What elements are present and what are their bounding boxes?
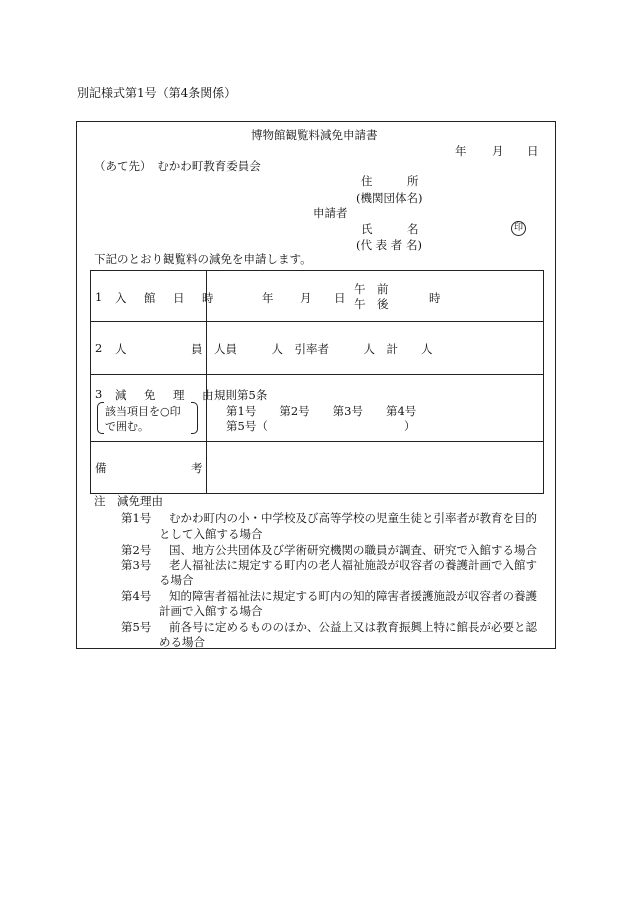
note-1-line-1: むかわ町内の小・中学校及び高等学校の児童生徒と引率者が教育を目的 <box>169 511 537 525</box>
visitors-label-start: 人 <box>115 342 127 356</box>
note-5-line-2: める場合 <box>159 635 205 649</box>
entry-month: 月 <box>300 291 312 305</box>
application-table <box>90 270 544 494</box>
note-3-line-2: る場合 <box>159 573 194 587</box>
entry-time-label: 入 館 日 時 <box>115 291 217 305</box>
reason-num: 3 <box>95 387 103 401</box>
note-3-line-1: 老人福祉法に規定する町内の老人福祉施設が収容者の養護計画で入館す <box>169 558 537 572</box>
row-reason <box>91 375 544 442</box>
form-number: 別記様式第1号（第4条関係） <box>77 86 237 100</box>
remarks-value-cell[interactable] <box>207 442 544 494</box>
intro-text: 下記のとおり観覧料の減免を申請します。 <box>94 252 312 266</box>
notes-heading: 注 減免理由 <box>94 494 163 508</box>
rule-text: 規則第5条 <box>214 388 268 402</box>
entry-pm: 午 後 <box>354 297 389 311</box>
date-month: 月 <box>492 144 504 158</box>
visitors-num: 2 <box>95 341 103 355</box>
form-title: 博物館観覧料減免申請書 <box>251 128 378 142</box>
rule-item5: 第5号（ <box>226 419 268 433</box>
rule-items: 第1号 第2号 第3号 第4号 <box>226 404 417 418</box>
rule-item5-close: ） <box>404 419 416 433</box>
bracket-left <box>97 402 104 434</box>
name-label: 氏 名 <box>361 222 419 236</box>
representative-label: (代 表 者 名) <box>356 238 422 252</box>
reason-label-cell <box>91 375 217 442</box>
visitors-label-end: 員 <box>191 342 203 356</box>
note-4-num: 第4号 <box>121 589 152 603</box>
entry-year: 年 <box>262 291 274 305</box>
reason-hint-2: で囲む。 <box>105 420 149 433</box>
org-label: (機関団体名) <box>356 191 423 205</box>
seal-mark: 印 <box>511 219 526 236</box>
note-1-num: 第1号 <box>121 511 152 525</box>
address-label: 住 所 <box>361 174 419 188</box>
visitors-value-cell[interactable] <box>207 322 544 375</box>
addressee: （あて先） むかわ町教育委員会 <box>94 159 261 173</box>
reason-value-cell[interactable] <box>207 375 544 442</box>
note-1-line-2: として入館する場合 <box>159 527 263 541</box>
note-4-line-2: 計画で入館する場合 <box>159 604 263 618</box>
visitors-label-cell <box>91 322 207 375</box>
date-year: 年 <box>455 144 467 158</box>
date-day: 日 <box>527 144 539 158</box>
entry-hour: 時 <box>429 291 441 305</box>
remarks-label-start: 備 <box>95 461 107 475</box>
note-2-num: 第2号 <box>121 543 152 557</box>
note-3-num: 第3号 <box>121 558 152 572</box>
remarks-label-cell <box>91 442 207 494</box>
reason-hint-1: 該当項目を○印 <box>105 405 181 418</box>
row-entry-time <box>91 271 544 322</box>
entry-day: 日 <box>334 291 346 305</box>
bracket-right <box>191 402 198 434</box>
note-5-line-1: 前各号に定めるもののほか、公益上又は教育振興上特に館長が必要と認 <box>169 620 537 634</box>
note-2-line-1: 国、地方公共団体及び学術研究機関の職員が調査、研究で入館する場合 <box>169 543 537 557</box>
row-visitors <box>91 322 544 375</box>
note-5-num: 第5号 <box>121 620 152 634</box>
row-remarks <box>91 442 544 494</box>
entry-time-label-cell <box>91 271 217 322</box>
entry-time-num: 1 <box>95 290 103 304</box>
entry-am: 午 前 <box>354 282 389 296</box>
applicant-label: 申請者 <box>313 206 348 220</box>
reason-label: 減 免 理 由 <box>115 388 217 402</box>
visitors-text: 人員 人 引率者 人 計 人 <box>214 342 433 356</box>
remarks-label-end: 考 <box>191 461 203 475</box>
entry-time-value-cell[interactable] <box>207 271 544 322</box>
note-4-line-1: 知的障害者福祉法に規定する町内の知的障害者援護施設が収容者の養護 <box>169 589 537 603</box>
